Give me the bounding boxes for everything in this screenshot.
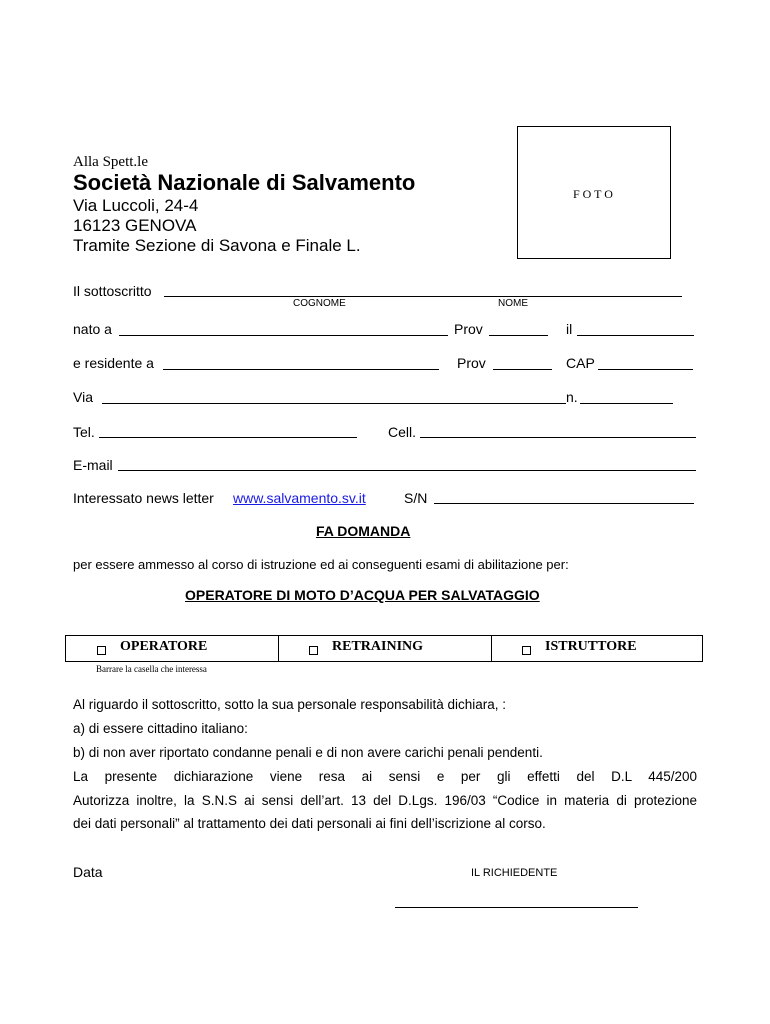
photo-label: F O T O	[573, 187, 613, 201]
date-label: Data	[73, 864, 103, 880]
course-options-table	[65, 635, 703, 662]
number-field-line[interactable]	[580, 403, 673, 404]
option-operatore[interactable]	[66, 636, 279, 661]
address-line-1: Via Luccoli, 24-4	[73, 196, 199, 215]
cap-field-line[interactable]	[598, 369, 693, 370]
tel-label: Tel.	[73, 424, 95, 440]
declaration-item-a: a) di essere cittadino italiano:	[73, 721, 248, 736]
tel-field-line[interactable]	[99, 437, 357, 438]
address-line-3: Tramite Sezione di Savona e Finale L.	[73, 236, 361, 255]
salutation: Alla Spett.le	[73, 154, 148, 170]
number-label: n.	[566, 389, 578, 405]
declaration-intro: Al riguardo il sottoscritto, sotto la sua personale responsabilità dichiara, :	[73, 697, 506, 712]
email-label: E-mail	[73, 457, 113, 473]
resident-label: e residente a	[73, 355, 154, 371]
cap-label: CAP	[566, 355, 595, 371]
birth-prov-field-line[interactable]	[489, 335, 548, 336]
email-field-line[interactable]	[118, 470, 696, 471]
operatore-label: OPERATORE	[120, 639, 208, 654]
signature-label: IL RICHIEDENTE	[471, 867, 558, 879]
organization-name: Società Nazionale di Salvamento	[73, 170, 416, 195]
undersigned-label: Il sottoscritto	[73, 283, 152, 299]
declaration-item-b: b) di non aver riportato condanne penali e di non avere carichi penali pendenti.	[73, 745, 543, 760]
residence-field-line[interactable]	[163, 369, 439, 370]
declaration-line-2: Autorizza inoltre, la S.N.S ai sensi dell’art. 13 del D.Lgs. 196/03 “Codice in materia di protezione	[73, 793, 697, 808]
declaration-line-1: La presente dichiarazione viene resa ai sensi e per gli effetti del D.L 445/200	[73, 769, 697, 784]
surname-caption: COGNOME	[293, 298, 346, 309]
retraining-checkbox[interactable]	[309, 646, 318, 655]
birth-date-label: il	[566, 321, 573, 337]
course-title: OPERATORE DI MOTO D’ACQUA PER SALVATAGGIO	[185, 587, 540, 603]
retraining-label: RETRAINING	[332, 639, 424, 654]
istruttore-checkbox[interactable]	[522, 646, 531, 655]
option-retraining[interactable]	[278, 636, 492, 661]
newsletter-label: Interessato news letter	[73, 490, 214, 506]
cell-field-line[interactable]	[420, 437, 696, 438]
birthplace-field-line[interactable]	[119, 335, 448, 336]
address-line-2: 16123 GENOVA	[73, 216, 197, 235]
yes-no-label: S/N	[404, 490, 428, 506]
photo-box	[517, 126, 671, 259]
cell-label: Cell.	[388, 424, 417, 440]
istruttore-label: ISTRUTTORE	[545, 639, 637, 654]
newsletter-link[interactable]: www.salvamento.sv.it	[233, 490, 366, 506]
residence-prov-label: Prov	[457, 355, 486, 371]
birth-date-field-line[interactable]	[577, 335, 694, 336]
request-intro: per essere ammesso al corso di istruzione ed ai conseguenti esami di abilitazione per:	[73, 557, 569, 572]
name-field-line[interactable]	[164, 296, 682, 297]
operatore-checkbox[interactable]	[97, 646, 106, 655]
option-istruttore[interactable]	[491, 636, 702, 661]
signature-line[interactable]	[395, 907, 638, 908]
yes-no-field-line[interactable]	[434, 503, 694, 504]
residence-prov-field-line[interactable]	[493, 369, 552, 370]
request-heading: FA DOMANDA	[316, 523, 411, 539]
options-note: Barrare la casella che interessa	[96, 664, 207, 674]
street-field-line[interactable]	[102, 403, 566, 404]
birth-prov-label: Prov	[454, 321, 483, 337]
street-label: Via	[73, 389, 93, 405]
born-label: nato a	[73, 321, 112, 337]
name-caption: NOME	[498, 298, 528, 309]
declaration-line-3: dei dati personali” al trattamento dei dati personali ai fini dell’iscrizione al corso.	[73, 816, 546, 831]
